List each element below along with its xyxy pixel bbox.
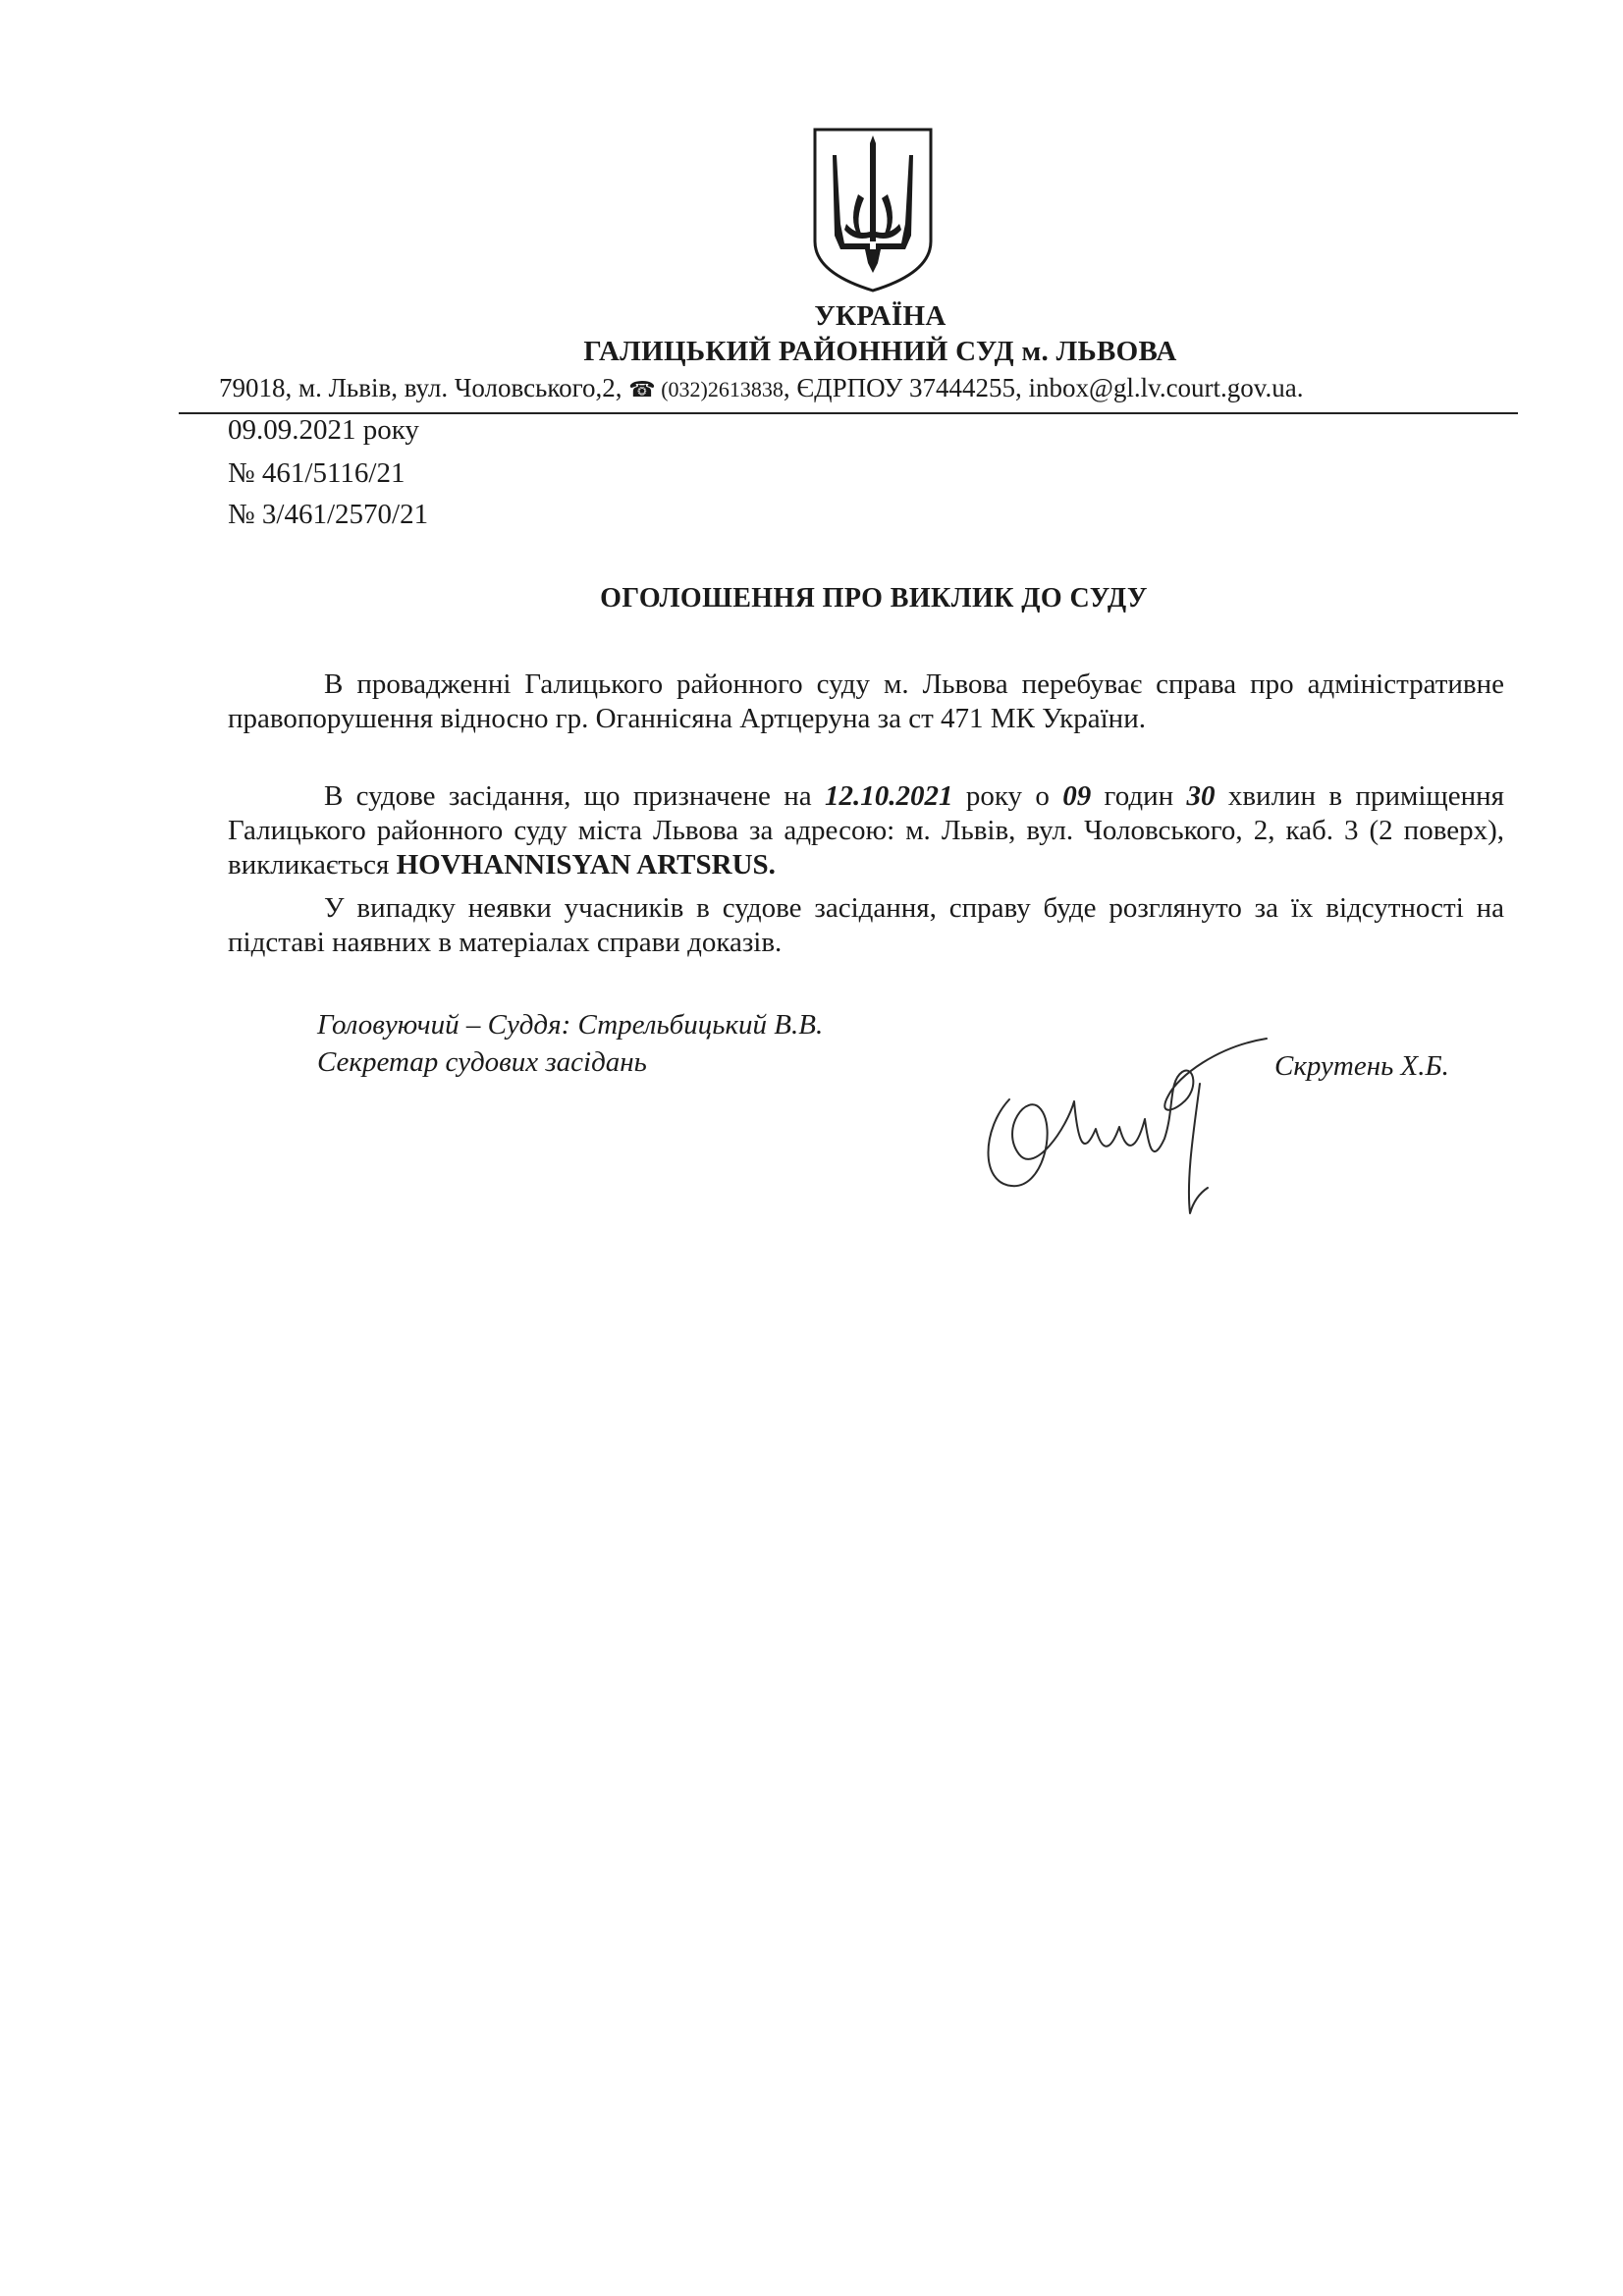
paragraph-hearing xyxy=(228,779,1504,882)
paragraph-absence-text: У випадку неявки учасників в судове засідання, справу буде розглянуто за їх відсутності на підставі наявних в матеріалах справи доказів. xyxy=(228,892,1504,958)
country-heading: УКРАЇНА xyxy=(814,300,947,332)
phone-number: (032)2613838 xyxy=(655,377,784,401)
document-title: ОГОЛОШЕННЯ ПРО ВИКЛИК ДО СУДУ xyxy=(600,583,1148,614)
hearing-text-d: хвилин в приміщення Галицького районного суду міста Львова за адресою: м. Львів, вул. Чоловського, 2, каб. 3 (2 поверх), викликається xyxy=(228,780,1504,881)
secretary-title: Секретар судових засідань xyxy=(317,1046,647,1078)
document-date: 09.09.2021 року xyxy=(228,414,419,446)
paragraph-case xyxy=(228,667,1504,736)
hearing-text-b: року о xyxy=(952,780,1063,812)
phone-icon: ☎ xyxy=(628,377,656,401)
hearing-minutes: 30 xyxy=(1186,780,1216,812)
paragraph-absence xyxy=(228,891,1504,960)
hearing-text-a: В судове засідання, що призначене на xyxy=(324,780,825,812)
hearing-hours: 09 xyxy=(1062,780,1092,812)
summoned-person: HOVHANNISYAN ARTSRUS. xyxy=(396,849,776,881)
court-address xyxy=(219,373,1304,403)
hearing-date: 12.10.2021 xyxy=(825,780,953,812)
handwritten-signature xyxy=(972,982,1296,1217)
case-number: № 461/5116/21 xyxy=(228,457,406,489)
judge-signature-line: Головуючий – Суддя: Стрельбицький В.В. xyxy=(317,1009,824,1041)
secretary-name: Скрутень Х.Б. xyxy=(1274,1050,1449,1082)
address-details: , ЄДРПОУ 37444255, inbox@gl.lv.court.gov.ua. xyxy=(783,373,1304,402)
address-text: 79018, м. Львів, вул. Чоловського,2, xyxy=(219,373,629,402)
coat-of-arms-icon xyxy=(811,126,935,294)
hearing-text-c: годин xyxy=(1091,780,1187,812)
proceeding-number: № 3/461/2570/21 xyxy=(228,499,429,530)
paragraph-case-text: В провадженні Галицького районного суду м. Львова перебуває справа про адміністративне правопорушення відносно гр. Оганнісяна Артцеруна за ст 471 МК України. xyxy=(228,668,1504,734)
court-heading: ГАЛИЦЬКИЙ РАЙОННИЙ СУД м. ЛЬВОВА xyxy=(583,336,1177,367)
